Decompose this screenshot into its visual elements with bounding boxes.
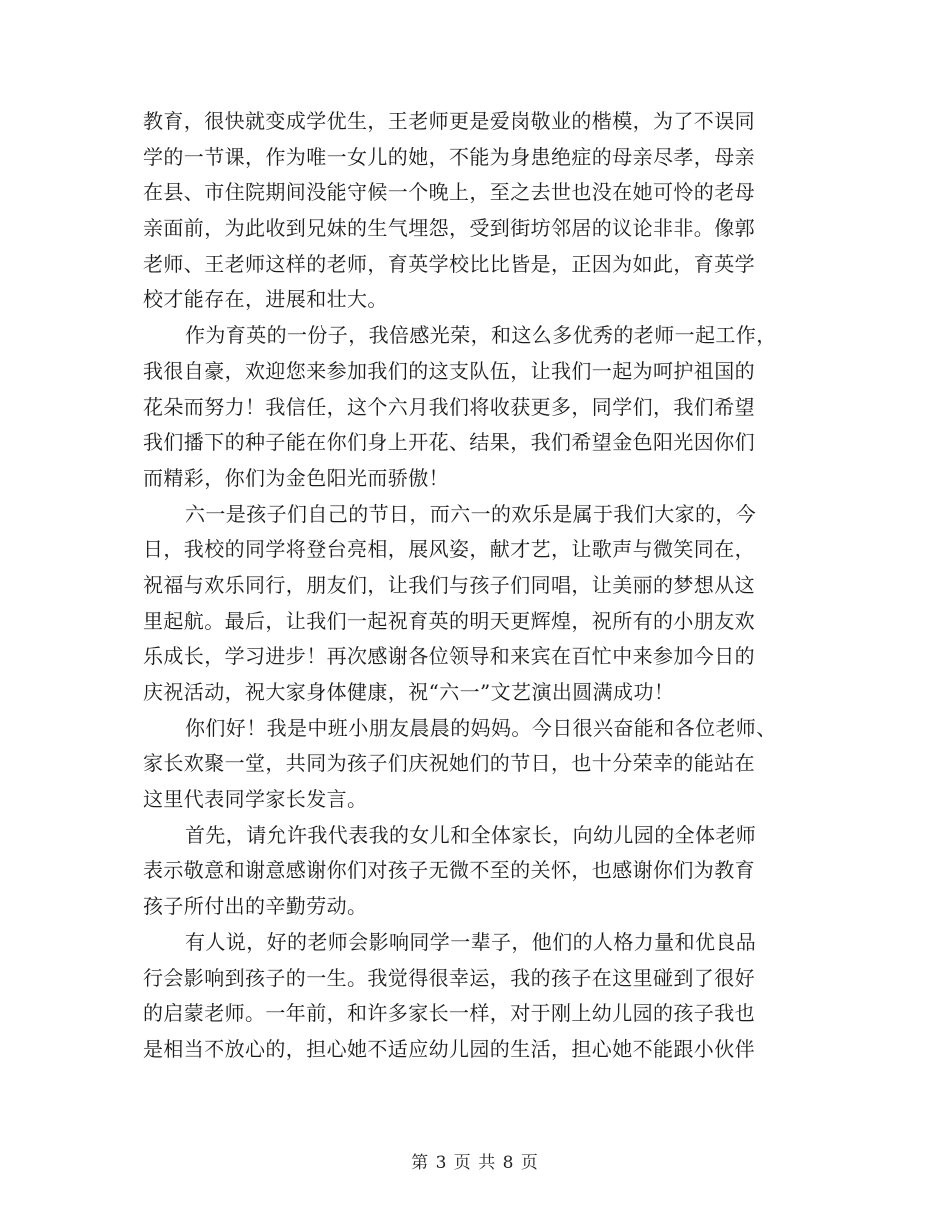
text-line: 学的一节课，作为唯一女儿的她，不能为身患绝症的母亲尽孝，母亲 bbox=[143, 144, 755, 169]
document-body bbox=[143, 104, 823, 1068]
text-line: 而精彩，你们为金色阳光而骄傲！ bbox=[143, 465, 449, 490]
text-line: 行会影响到孩子的一生。我觉得很幸运，我的孩子在这里碰到了很好 bbox=[143, 965, 755, 990]
text-line: 我们播下的种子能在你们身上开花、结果，我们希望金色阳光因你们 bbox=[143, 430, 755, 455]
paragraph bbox=[143, 925, 823, 1068]
text-line: 日，我校的同学将登台亮相，展风姿，献才艺，让歌声与微笑同在， bbox=[143, 537, 755, 562]
text-line: 老师、王老师这样的老师，育英学校比比皆是，正因为如此，育英学 bbox=[143, 251, 755, 276]
text-line: 家长欢聚一堂，共同为孩子们庆祝她们的节日，也十分荣幸的能站在 bbox=[143, 751, 755, 776]
text-line: 六一是孩子们自己的节日，而六一的欢乐是属于我们大家的，今 bbox=[185, 501, 757, 526]
text-line: 亲面前，为此收到兄妹的生气埋怨，受到街坊邻居的议论非非。像郭 bbox=[143, 216, 755, 241]
text-line: 花朵而努力！我信任，这个六月我们将收获更多，同学们，我们希望 bbox=[143, 394, 755, 419]
paragraph bbox=[143, 497, 823, 711]
paragraph bbox=[143, 318, 823, 496]
text-line: 是相当不放心的，担心她不适应幼儿园的生活，担心她不能跟小伙伴 bbox=[143, 1036, 755, 1061]
paragraph bbox=[143, 818, 823, 925]
text-line: 教育，很快就变成学优生，王老师更是爱岗敬业的楷模，为了不误同 bbox=[143, 109, 755, 133]
text-line: 的启蒙老师。一年前，和许多家长一样，对于刚上幼儿园的孩子我也 bbox=[143, 1001, 755, 1026]
text-line: 孩子所付出的辛勤劳动。 bbox=[143, 894, 368, 919]
text-line: 庆祝活动，祝大家身体健康，祝“六一”文艺演出圆满成功！ bbox=[143, 680, 675, 704]
paragraph bbox=[143, 711, 823, 818]
text-line: 乐成长，学习进步！再次感谢各位领导和来宾在百忙中来参加今日的 bbox=[143, 644, 755, 669]
text-line: 祝福与欢乐同行，朋友们，让我们与孩子们同唱，让美丽的梦想从这 bbox=[143, 572, 755, 597]
text-line: 校才能存在，进展和壮大。 bbox=[143, 287, 388, 312]
paragraph bbox=[143, 104, 823, 318]
text-line: 有人说，好的老师会影响同学一辈子，他们的人格力量和优良品 bbox=[185, 929, 757, 954]
text-line: 里起航。最后，让我们一起祝育英的明天更辉煌，祝所有的小朋友欢 bbox=[143, 608, 755, 633]
text-line: 表示敬意和谢意感谢你们对孩子无微不至的关怀，也感谢你们为教育 bbox=[143, 858, 755, 883]
text-line: 你们好！我是中班小朋友晨晨的妈妈。今日很兴奋能和各位老师、 bbox=[185, 715, 777, 740]
text-line: 我很自豪，欢迎您来参加我们的这支队伍，让我们一起为呵护祖国的 bbox=[143, 358, 755, 383]
text-line: 首先，请允许我代表我的女儿和全体家长，向幼儿园的全体老师 bbox=[185, 822, 757, 847]
text-line: 作为育英的一份子，我倍感光荣，和这么多优秀的老师一起工作， bbox=[185, 323, 777, 348]
text-line: 这里代表同学家长发言。 bbox=[143, 787, 368, 812]
text-line: 在县、市住院期间没能守候一个晚上，至之去世也没在她可怜的老母 bbox=[143, 180, 755, 205]
page-footer: 第 3 页 共 8 页 bbox=[411, 1153, 539, 1173]
